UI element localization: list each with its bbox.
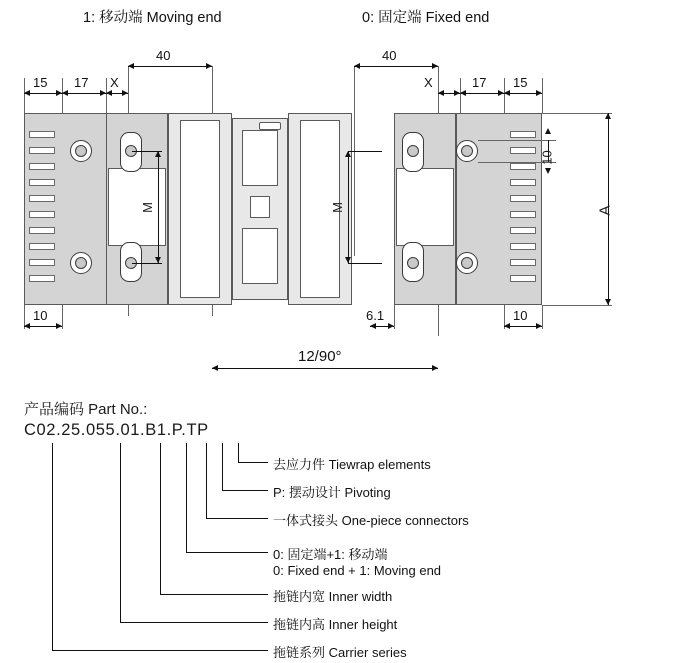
arrow bbox=[536, 90, 542, 96]
bolt-hole bbox=[407, 257, 419, 269]
leader-line bbox=[52, 650, 268, 651]
arrow bbox=[545, 128, 551, 134]
dim-line-m-right bbox=[348, 151, 349, 263]
arrow bbox=[155, 257, 161, 263]
ext-line bbox=[542, 113, 612, 114]
center-slot-mid bbox=[250, 196, 270, 218]
ext-line bbox=[478, 140, 556, 141]
comb-tooth bbox=[29, 227, 55, 234]
ext-line bbox=[132, 263, 162, 264]
comb-tooth bbox=[29, 243, 55, 250]
arrow bbox=[62, 90, 68, 96]
comb-tooth bbox=[29, 163, 55, 170]
center-left-inner bbox=[180, 120, 220, 298]
arrow bbox=[212, 365, 218, 371]
comb-tooth bbox=[29, 131, 55, 138]
bolt-hole bbox=[75, 145, 87, 157]
ext-line bbox=[106, 78, 107, 114]
arrow bbox=[388, 323, 394, 329]
center-tab bbox=[259, 122, 281, 130]
leader-line bbox=[160, 594, 268, 595]
legend-tiewrap: 去应力件 Tiewrap elements bbox=[273, 457, 431, 472]
ext-line bbox=[348, 151, 382, 152]
ext-line bbox=[394, 305, 395, 329]
ext-line bbox=[62, 305, 63, 329]
dim-10-side: 10 bbox=[539, 150, 555, 165]
right-bracket-window bbox=[396, 168, 454, 246]
comb-tooth bbox=[510, 179, 536, 186]
leader-line bbox=[186, 552, 268, 553]
arrow bbox=[155, 151, 161, 157]
arrow bbox=[504, 323, 510, 329]
comb-tooth bbox=[510, 259, 536, 266]
comb-tooth bbox=[29, 211, 55, 218]
comb-tooth bbox=[29, 179, 55, 186]
dim-x-right: X bbox=[424, 75, 433, 90]
bolt-hole bbox=[407, 145, 419, 157]
arrow bbox=[128, 63, 134, 69]
dim-x-left: X bbox=[110, 75, 119, 90]
legend-ends-cn: 0: 固定端+1: 移动端 bbox=[273, 547, 388, 562]
ext-line bbox=[62, 78, 63, 114]
leader-line bbox=[238, 443, 239, 463]
ext-line bbox=[542, 305, 612, 306]
arrow bbox=[106, 90, 112, 96]
ext-line bbox=[460, 78, 461, 114]
dim-40-left: 40 bbox=[156, 48, 171, 63]
arrow bbox=[56, 323, 62, 329]
arrow bbox=[605, 113, 611, 119]
legend-pivoting: P: 摆动设计 Pivoting bbox=[273, 485, 391, 500]
dim-10-bottom-left: 10 bbox=[33, 308, 48, 323]
comb-tooth bbox=[510, 243, 536, 250]
dim-line-angle bbox=[212, 368, 438, 369]
ext-line bbox=[542, 305, 543, 329]
leader-line bbox=[120, 443, 121, 623]
comb-tooth bbox=[510, 131, 536, 138]
bolt-hole bbox=[461, 145, 473, 157]
legend-one-piece: 一体式接头 One-piece connectors bbox=[273, 513, 469, 528]
comb-tooth bbox=[29, 275, 55, 282]
leader-line bbox=[206, 518, 268, 519]
bolt-hole bbox=[461, 257, 473, 269]
comb-tooth bbox=[510, 211, 536, 218]
legend-inner-width: 拖链内宽 Inner width bbox=[273, 589, 393, 604]
arrow bbox=[536, 323, 542, 329]
comb-tooth bbox=[29, 195, 55, 202]
fixed-end-label: 0: 固定端 Fixed end bbox=[362, 10, 490, 26]
legend-ends-en: 0: Fixed end + 1: Moving end bbox=[273, 563, 442, 578]
comb-tooth bbox=[510, 275, 536, 282]
moving-end-label: 1: 移动端 Moving end bbox=[83, 10, 222, 26]
arrow bbox=[545, 168, 551, 174]
ext-line bbox=[354, 66, 355, 256]
ext-line bbox=[24, 78, 25, 114]
center-slot-upper bbox=[242, 130, 278, 186]
dim-61: 6.1 bbox=[366, 308, 385, 323]
ext-line bbox=[542, 78, 543, 114]
dim-17-right: 17 bbox=[472, 75, 487, 90]
leader-line bbox=[186, 443, 187, 553]
comb-tooth bbox=[29, 147, 55, 154]
dim-17-left: 17 bbox=[74, 75, 89, 90]
leader-line bbox=[206, 443, 207, 519]
leader-line bbox=[160, 443, 161, 595]
dim-line-40-left bbox=[128, 66, 212, 67]
leader-line bbox=[222, 443, 223, 491]
arrow bbox=[438, 90, 444, 96]
dim-line-40-right bbox=[354, 66, 438, 67]
leader-line bbox=[238, 462, 268, 463]
arrow bbox=[432, 365, 438, 371]
ext-line bbox=[504, 78, 505, 114]
arrow bbox=[605, 299, 611, 305]
part-number-title: 产品编码 Part No.: bbox=[24, 401, 148, 418]
dim-line-m-left bbox=[158, 151, 159, 263]
arrow bbox=[432, 63, 438, 69]
comb-tooth bbox=[510, 147, 536, 154]
arrow bbox=[370, 323, 376, 329]
ext-line bbox=[348, 263, 382, 264]
dim-a: A bbox=[596, 205, 614, 216]
arrow bbox=[122, 90, 128, 96]
arrow bbox=[206, 63, 212, 69]
part-number-code: C02.25.055.01.B1.P.TP bbox=[24, 421, 209, 439]
arrow bbox=[345, 151, 351, 157]
dim-15-right: 15 bbox=[513, 75, 528, 90]
legend-inner-height: 拖链内高 Inner height bbox=[273, 617, 398, 632]
dim-angle: 12/90° bbox=[298, 348, 342, 365]
dim-40-right: 40 bbox=[382, 48, 397, 63]
arrow bbox=[354, 63, 360, 69]
leader-line bbox=[52, 443, 53, 651]
dim-15-left: 15 bbox=[33, 75, 48, 90]
arrow bbox=[24, 90, 30, 96]
leader-line bbox=[120, 622, 268, 623]
arrow bbox=[24, 323, 30, 329]
dim-10-bottom-right: 10 bbox=[513, 308, 528, 323]
comb-tooth bbox=[510, 195, 536, 202]
dim-m-right: M bbox=[329, 202, 345, 213]
bolt-hole bbox=[75, 257, 87, 269]
arrow bbox=[460, 90, 466, 96]
comb-tooth bbox=[510, 227, 536, 234]
comb-tooth bbox=[29, 259, 55, 266]
arrow bbox=[345, 257, 351, 263]
arrow bbox=[504, 90, 510, 96]
dim-m-left: M bbox=[139, 202, 155, 213]
legend-series: 拖链系列 Carrier series bbox=[273, 645, 407, 660]
center-slot-lower bbox=[242, 228, 278, 284]
comb-tooth bbox=[510, 163, 536, 170]
leader-line bbox=[222, 490, 268, 491]
